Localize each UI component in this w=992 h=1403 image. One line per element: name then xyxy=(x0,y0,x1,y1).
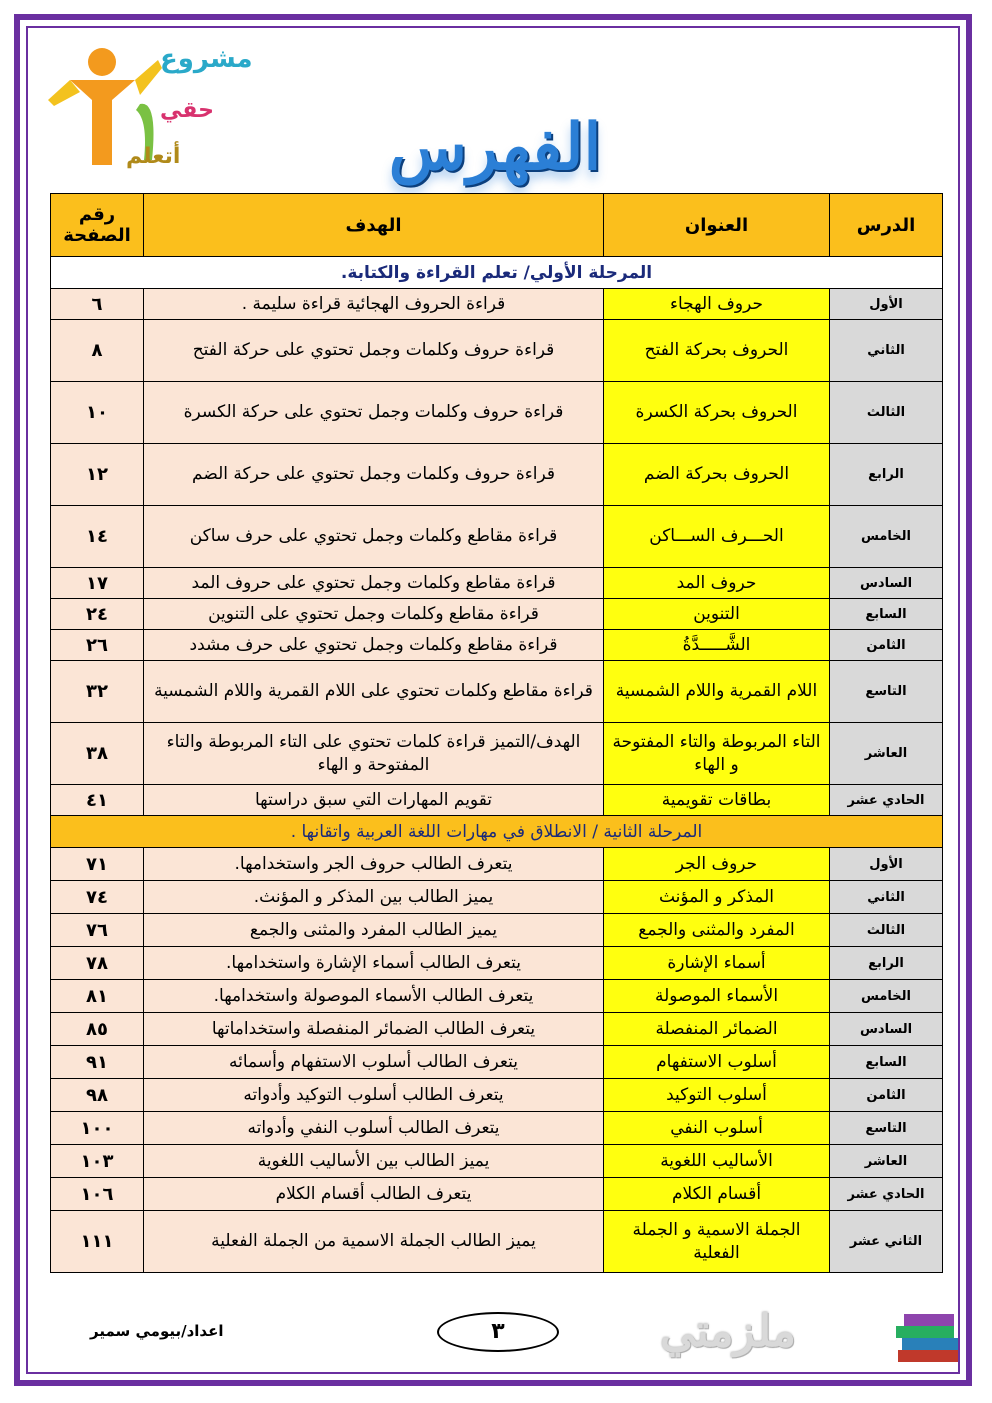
ttl-cell: الحروف بحركة الكسرة xyxy=(604,382,830,444)
page-cell: ٦ xyxy=(51,289,144,320)
goal-cell: يتعرف الطالب أسلوب النفي وأدواته xyxy=(144,1112,604,1145)
watermark-text: ملزمتي xyxy=(660,1306,796,1357)
lesson-cell: التاسع xyxy=(830,1112,943,1145)
page-cell: ٢٤ xyxy=(51,599,144,630)
goal-cell: يميز الطالب المفرد والمثنى والجمع xyxy=(144,914,604,947)
goal-cell: تقويم المهارات التي سبق دراستها xyxy=(144,785,604,816)
lesson-cell: الثامن xyxy=(830,630,943,661)
page-cell: ١٢ xyxy=(51,444,144,506)
stage-2-heading: المرحلة الثانية / الانطلاق في مهارات اللغة العربية واتقانها . xyxy=(51,816,943,848)
goal-cell: يتعرف الطالب أسماء الإشارة واستخدامها. xyxy=(144,947,604,980)
ttl-cell: الحروف بحركة الفتح xyxy=(604,320,830,382)
lesson-cell: الحادي عشر xyxy=(830,785,943,816)
table-row xyxy=(51,289,943,320)
lesson-cell: التاسع xyxy=(830,661,943,723)
lesson-cell: السابع xyxy=(830,1046,943,1079)
lesson-cell: الثالث xyxy=(830,914,943,947)
ttl-cell: حروف الجر xyxy=(604,848,830,881)
goal-cell: يتعرف الطالب الضمائر المنفصلة واستخداماتها xyxy=(144,1013,604,1046)
goal-cell: يتعرف الطالب أسلوب التوكيد وأدواته xyxy=(144,1079,604,1112)
goal-cell: يميز الطالب بين المذكر و المؤنث. xyxy=(144,881,604,914)
table-row xyxy=(51,1013,943,1046)
page-cell: ٨ xyxy=(51,320,144,382)
goal-cell: قراءة مقاطع وكلمات وجمل تحتوي على التنوين xyxy=(144,599,604,630)
goal-cell: يميز الطالب بين الأساليب اللغوية xyxy=(144,1145,604,1178)
page-cell: ١٠٠ xyxy=(51,1112,144,1145)
ttl-cell: الجملة الاسمية و الجملة الفعلية xyxy=(604,1211,830,1273)
project-logo xyxy=(40,40,253,190)
ttl-cell: المفرد والمثنى والجمع xyxy=(604,914,830,947)
table-row xyxy=(51,848,943,881)
lesson-cell: الخامس xyxy=(830,506,943,568)
goal-cell: قراءة مقاطع وكلمات وجمل تحتوي على حرف ساكن xyxy=(144,506,604,568)
table-row xyxy=(51,1046,943,1079)
page-cell: ٧٤ xyxy=(51,881,144,914)
page-cell: ٤١ xyxy=(51,785,144,816)
header-goal: الهدف xyxy=(144,194,604,257)
table-row xyxy=(51,506,943,568)
table-row xyxy=(51,980,943,1013)
page-cell: ٩٨ xyxy=(51,1079,144,1112)
page-cell: ١٧ xyxy=(51,568,144,599)
table-row xyxy=(51,320,943,382)
page-cell: ٧١ xyxy=(51,848,144,881)
page-cell: ٧٦ xyxy=(51,914,144,947)
table-row xyxy=(51,444,943,506)
goal-cell: قراءة مقاطع وكلمات وجمل تحتوي على حروف المد xyxy=(144,568,604,599)
table-row xyxy=(51,599,943,630)
ttl-cell: الحـــرف الســـاكن xyxy=(604,506,830,568)
page-cell: ١٠ xyxy=(51,382,144,444)
page-cell: ٨١ xyxy=(51,980,144,1013)
index-table xyxy=(50,193,943,1273)
table-row xyxy=(51,1145,943,1178)
lesson-cell: السادس xyxy=(830,1013,943,1046)
ttl-cell: الأسماء الموصولة xyxy=(604,980,830,1013)
table-row xyxy=(51,630,943,661)
table-row xyxy=(51,723,943,785)
table-row xyxy=(51,382,943,444)
page-cell: ١١١ xyxy=(51,1211,144,1273)
table-row xyxy=(51,914,943,947)
stage-1-heading-row xyxy=(51,257,943,289)
goal-cell: يتعرف الطالب أسلوب الاستفهام وأسمائه xyxy=(144,1046,604,1079)
table-row xyxy=(51,661,943,723)
ttl-cell: أسلوب الاستفهام xyxy=(604,1046,830,1079)
ttl-cell: أسلوب التوكيد xyxy=(604,1079,830,1112)
ttl-cell: الحروف بحركة الضم xyxy=(604,444,830,506)
page-cell: ٩١ xyxy=(51,1046,144,1079)
goal-cell: قراءة مقاطع وكلمات وجمل تحتوي على حرف مشدد xyxy=(144,630,604,661)
table-row xyxy=(51,881,943,914)
lesson-cell: الثاني xyxy=(830,320,943,382)
lesson-cell: السادس xyxy=(830,568,943,599)
page-cell: ٣٨ xyxy=(51,723,144,785)
stage-1-heading: المرحلة الأولي/ تعلم القراءة والكتابة. xyxy=(51,257,943,289)
lesson-cell: الثاني عشر xyxy=(830,1211,943,1273)
page-cell: ٧٨ xyxy=(51,947,144,980)
lesson-cell: الثامن xyxy=(830,1079,943,1112)
logo-word-project: مشروع xyxy=(160,44,253,74)
goal-cell: يميز الطالب الجملة الاسمية من الجملة الفعلية xyxy=(144,1211,604,1273)
table-row xyxy=(51,1112,943,1145)
lesson-cell: العاشر xyxy=(830,723,943,785)
ttl-cell: الضمائر المنفصلة xyxy=(604,1013,830,1046)
goal-cell: قراءة حروف وكلمات وجمل تحتوي على حركة الكسرة xyxy=(144,382,604,444)
ttl-cell: اللام القمرية واللام الشمسية xyxy=(604,661,830,723)
lesson-cell: الحادي عشر xyxy=(830,1178,943,1211)
table-row xyxy=(51,947,943,980)
header-lesson: الدرس xyxy=(830,194,943,257)
table-row xyxy=(51,1079,943,1112)
page-cell: ١٠٦ xyxy=(51,1178,144,1211)
ttl-cell: المذكر و المؤنث xyxy=(604,881,830,914)
logo-word-right: حقي xyxy=(160,98,214,123)
lesson-cell: الثالث xyxy=(830,382,943,444)
watermark-stamp xyxy=(640,1300,970,1380)
table-row xyxy=(51,568,943,599)
page-cell: ٢٦ xyxy=(51,630,144,661)
lesson-cell: الرابع xyxy=(830,444,943,506)
goal-cell: قراءة حروف وكلمات وجمل تحتوي على حركة الضم xyxy=(144,444,604,506)
goal-cell: قراءة حروف وكلمات وجمل تحتوي على حركة الفتح xyxy=(144,320,604,382)
ttl-cell: حروف الهجاء xyxy=(604,289,830,320)
ttl-cell: بطاقات تقويمية xyxy=(604,785,830,816)
lesson-cell: الأول xyxy=(830,848,943,881)
page-cell: ١٤ xyxy=(51,506,144,568)
page-number: ٣ xyxy=(437,1312,559,1352)
table-row xyxy=(51,785,943,816)
lesson-cell: الرابع xyxy=(830,947,943,980)
page-cell: ٣٢ xyxy=(51,661,144,723)
lesson-cell: السابع xyxy=(830,599,943,630)
goal-cell: قراءة مقاطع وكلمات تحتوي على اللام القمرية واللام الشمسية xyxy=(144,661,604,723)
lesson-cell: العاشر xyxy=(830,1145,943,1178)
stage-2-heading-row xyxy=(51,816,943,848)
table-header-row xyxy=(51,194,943,257)
goal-cell: الهدف/التميز قراءة كلمات تحتوي على التاء المربوطة والتاء المفتوحة و الهاء xyxy=(144,723,604,785)
lesson-cell: الثاني xyxy=(830,881,943,914)
header-page: رقم الصفحة xyxy=(51,194,144,257)
ttl-cell: التاء المربوطة والتاء المفتوحة و الهاء xyxy=(604,723,830,785)
ttl-cell: الأساليب اللغوية xyxy=(604,1145,830,1178)
page-cell: ٨٥ xyxy=(51,1013,144,1046)
goal-cell: يتعرف الطالب الأسماء الموصولة واستخدامها. xyxy=(144,980,604,1013)
logo-word-learn: أتعلم xyxy=(126,144,181,169)
lesson-cell: الأول xyxy=(830,289,943,320)
ttl-cell: أسماء الإشارة xyxy=(604,947,830,980)
page-cell: ١٠٣ xyxy=(51,1145,144,1178)
goal-cell: يتعرف الطالب أقسام الكلام xyxy=(144,1178,604,1211)
books-icon xyxy=(890,1306,970,1376)
author-credit: اعداد/بيومي سمير xyxy=(90,1322,224,1340)
table-row xyxy=(51,1211,943,1273)
page-title: الفهرس xyxy=(388,110,602,185)
ttl-cell: التنوين xyxy=(604,599,830,630)
goal-cell: يتعرف الطالب حروف الجر واستخدامها. xyxy=(144,848,604,881)
table-row xyxy=(51,1178,943,1211)
ttl-cell: حروف المد xyxy=(604,568,830,599)
lesson-cell: الخامس xyxy=(830,980,943,1013)
goal-cell: قراءة الحروف الهجائية قراءة سليمة . xyxy=(144,289,604,320)
header-title: العنوان xyxy=(604,194,830,257)
ttl-cell: الشَّـــــدَّةُ xyxy=(604,630,830,661)
ttl-cell: أقسام الكلام xyxy=(604,1178,830,1211)
ttl-cell: أسلوب النفي xyxy=(604,1112,830,1145)
